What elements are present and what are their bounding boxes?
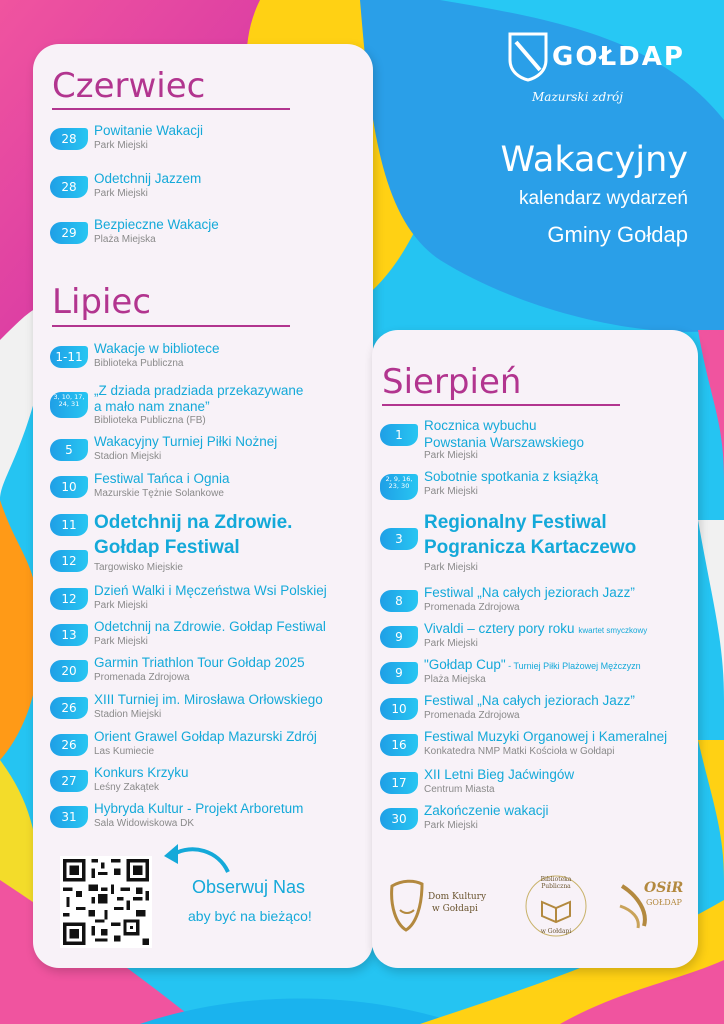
date-badge: 28 — [50, 128, 88, 150]
event-place: Park Miejski — [424, 562, 478, 573]
logo-tagline: Mazurski zdrój — [532, 90, 623, 104]
month-divider — [52, 325, 290, 327]
event-title: Hybryda Kultur - Projekt Arboretum — [94, 801, 304, 816]
event-place: Leśny Zakątek — [94, 782, 160, 793]
partner-logo-dom-kultury — [388, 876, 488, 932]
date-badge: 27 — [50, 770, 88, 792]
event-title-continued: Pogranicza Kartaczewo — [424, 537, 637, 558]
event-place: Las Kumiecie — [94, 746, 155, 757]
event-title: Garmin Triathlon Tour Gołdap 2025 — [94, 655, 305, 670]
hero-municipality: Gminy Gołdap — [547, 222, 688, 247]
event-place: Promenada Zdrojowa — [424, 602, 520, 613]
event-title: Rocznica wybuchu — [424, 418, 537, 433]
event-title: Powitanie Wakacji — [94, 123, 204, 138]
event-title: Odetchnij Jazzem — [94, 171, 202, 186]
event-title: Orient Grawel Gołdap Mazurski Zdrój — [94, 729, 317, 744]
partner-name: OSiR — [644, 880, 684, 896]
date-badge: 3 — [380, 528, 418, 550]
partner-name-line2: w Gołdapi — [432, 904, 478, 914]
month-heading-august: Sierpień — [382, 362, 522, 402]
date-badge: 31 — [50, 806, 88, 828]
event-place: Stadion Miejski — [94, 709, 162, 720]
partner-name-line2: GOŁDAP — [646, 898, 682, 907]
event-title: Odetchnij na Zdrowie. — [94, 512, 293, 533]
event-place: Mazurskie Tężnie Solankowe — [94, 488, 224, 499]
event-place: Konkatedra NMP Matki Kościoła w Gołdapi — [424, 746, 615, 757]
event-title-continued: a mało nam znane” — [94, 399, 210, 414]
date-badge: 20 — [50, 660, 88, 682]
event-place: Centrum Miasta — [424, 784, 495, 795]
event-place: Promenada Zdrojowa — [424, 710, 520, 721]
month-heading-july: Lipiec — [52, 282, 152, 322]
partner-name: Dom Kultury — [428, 892, 487, 902]
event-title: „Z dziada pradziada przekazywane — [94, 383, 304, 398]
partner-logo-osir — [618, 878, 690, 934]
event-title: Odetchnij na Zdrowie. Gołdap Festiwal — [94, 619, 326, 634]
event-title-text: "Gołdap Cup" — [424, 657, 506, 672]
date-badge: 29 — [50, 222, 88, 244]
date-badge: 26 — [50, 697, 88, 719]
event-title — [424, 620, 647, 639]
curved-arrow-icon — [160, 842, 232, 878]
event-title: Konkurs Krzyku — [94, 765, 189, 780]
event-title: Festiwal „Na całych jeziorach Jazz” — [424, 585, 635, 600]
event-title: Wakacyjny Turniej Piłki Nożnej — [94, 434, 278, 449]
date-badge: 30 — [380, 808, 418, 830]
event-place: Park Miejski — [424, 486, 478, 497]
event-place: Promenada Zdrojowa — [94, 672, 190, 683]
date-badge: 11 — [50, 514, 88, 536]
follow-heading: Obserwuj Nas — [192, 877, 306, 897]
date-badge: 12 — [50, 588, 88, 610]
partner-name-line2: w Gołdapi — [540, 928, 572, 935]
event-place: Sala Widowiskowa DK — [94, 818, 195, 829]
event-place: Park Miejski — [94, 600, 148, 611]
date-badge: 16 — [380, 734, 418, 756]
event-place: Plaża Miejska — [424, 674, 486, 685]
event-place: Park Miejski — [424, 638, 478, 649]
event-place: Biblioteka Publiczna — [94, 358, 184, 369]
event-title — [424, 656, 641, 675]
shield-icon — [508, 32, 548, 82]
date-badge: 13 — [50, 624, 88, 646]
date-badge: 1-11 — [50, 346, 88, 368]
qr-code[interactable] — [60, 856, 152, 948]
date-badge: 17 — [380, 772, 418, 794]
event-title-continued: Powstania Warszawskiego — [424, 435, 585, 450]
event-place: Park Miejski — [424, 450, 478, 461]
date-badge: 5 — [50, 439, 88, 461]
event-title-text: Vivaldi – cztery pory roku — [424, 621, 575, 636]
event-place: Plaża Miejska — [94, 234, 156, 245]
event-title: Festiwal „Na całych jeziorach Jazz” — [424, 693, 635, 708]
date-badge: 9 — [380, 626, 418, 648]
month-heading-june: Czerwiec — [52, 66, 206, 106]
event-note: - Turniej Piłki Plażowej Mężczyzn — [505, 661, 641, 671]
hero-subtitle: kalendarz wydarzeń — [519, 188, 688, 209]
event-title-continued: Gołdap Festiwal — [94, 537, 240, 558]
event-place: Park Miejski — [424, 820, 478, 831]
date-badge: 12 — [50, 550, 88, 572]
event-place: Park Miejski — [94, 140, 148, 151]
date-badge: 2, 9, 16, 23, 30 — [380, 474, 418, 500]
date-badge: 8 — [380, 590, 418, 612]
date-badge: 1 — [380, 424, 418, 446]
event-title: Festiwal Tańca i Ognia — [94, 471, 230, 486]
partner-name: Biblioteka Publiczna — [540, 876, 572, 890]
date-badge: 26 — [50, 734, 88, 756]
event-title: Sobotnie spotkania z książką — [424, 469, 599, 484]
date-badge: 9 — [380, 662, 418, 684]
month-divider — [52, 108, 290, 110]
event-title: Zakończenie wakacji — [424, 803, 549, 818]
event-place: Biblioteka Publiczna (FB) — [94, 415, 206, 426]
event-place: Stadion Miejski — [94, 451, 162, 462]
date-badge: 3, 10, 17, 24, 31 — [50, 392, 88, 418]
event-place: Targowisko Miejskie — [94, 562, 183, 573]
event-place: Park Miejski — [94, 636, 148, 647]
date-badge: 10 — [380, 698, 418, 720]
event-title: Regionalny Festiwal — [424, 512, 607, 533]
follow-subtext: aby być na bieżąco! — [188, 908, 312, 924]
date-badge: 28 — [50, 176, 88, 198]
event-place: Park Miejski — [94, 188, 148, 199]
hero-title: Wakacyjny — [500, 140, 688, 180]
event-title: XII Letni Bieg Jaćwingów — [424, 767, 575, 782]
date-badge: 10 — [50, 476, 88, 498]
logo-name: GOŁDAP — [552, 42, 685, 72]
event-title: Dzień Walki i Męczeństwa Wsi Polskiej — [94, 583, 327, 598]
partner-logo-biblioteka — [522, 872, 590, 940]
event-title: Bezpieczne Wakacje — [94, 217, 219, 232]
event-title: Wakacje w bibliotece — [94, 341, 220, 356]
month-divider — [382, 404, 620, 406]
event-note: kwartet smyczkowy — [578, 626, 648, 635]
theater-mask-icon — [388, 876, 424, 932]
event-title: XIII Turniej im. Mirosława Orłowskiego — [94, 692, 323, 707]
event-title: Festiwal Muzyki Organowej i Kameralnej — [424, 729, 668, 744]
